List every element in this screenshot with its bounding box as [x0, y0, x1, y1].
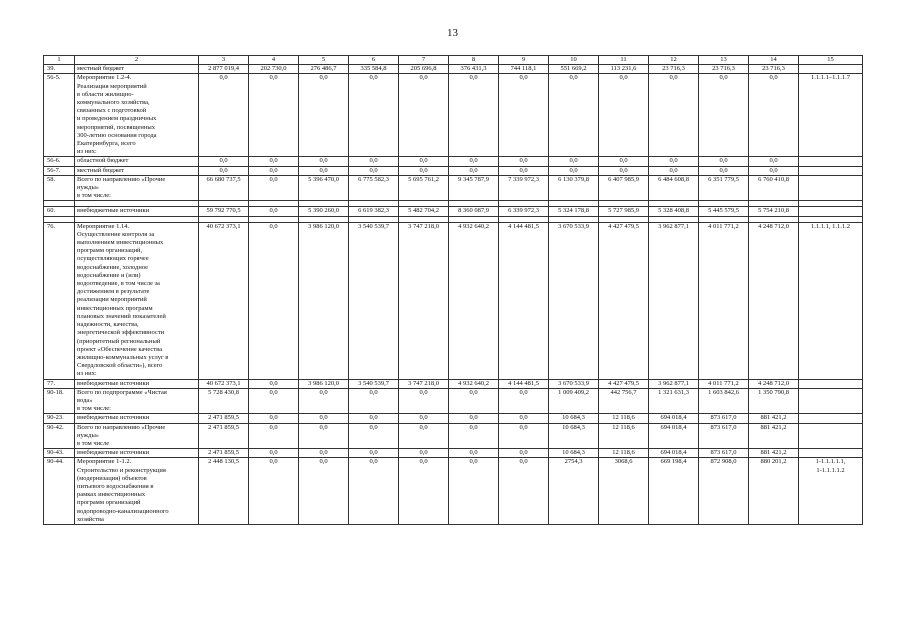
amount-cell: 0,0	[299, 423, 349, 449]
row-number-cell: 90-43.	[44, 449, 75, 458]
target-indicator-cell	[799, 379, 863, 388]
page-number: 13	[447, 27, 458, 39]
amount-cell: 6 130 379,8	[549, 175, 599, 201]
amount-cell: 23 716,3	[649, 65, 699, 74]
amount-cell: 1 321 631,3	[649, 388, 699, 414]
target-indicator-cell: 1.1.1.1–1.1.1.7	[799, 74, 863, 157]
amount-cell: 2 471 859,5	[199, 423, 249, 449]
header-cell-11: 11	[599, 56, 649, 65]
table-row	[44, 74, 863, 157]
table-row	[44, 458, 863, 525]
amount-cell: 0,0	[699, 166, 749, 175]
amount-cell: 0,0	[249, 157, 299, 166]
amount-cell: 0,0	[249, 207, 299, 216]
amount-cell: 12 118,6	[599, 423, 649, 449]
amount-cell: 0,0	[449, 423, 499, 449]
row-number-cell: 90-18.	[44, 388, 75, 414]
amount-cell: 0,0	[349, 74, 399, 157]
amount-cell: 10 684,3	[549, 423, 599, 449]
amount-cell: 4 011 771,2	[699, 222, 749, 379]
amount-cell: 669 198,4	[649, 458, 699, 525]
amount-cell: 0,0	[449, 157, 499, 166]
amount-cell: 3 540 539,7	[349, 379, 399, 388]
row-number-cell: 90-23.	[44, 414, 75, 423]
row-description-cell: местный бюджет	[75, 65, 199, 74]
amount-cell: 4 248 712,0	[749, 379, 799, 388]
row-description-cell: Всего по направлению «Прочие нужды» в том числе:	[75, 175, 199, 201]
amount-cell: 872 908,0	[699, 458, 749, 525]
amount-cell: 276 486,7	[299, 65, 349, 74]
amount-cell: 3068,6	[599, 458, 649, 525]
amount-cell: 5 324 178,8	[549, 207, 599, 216]
amount-cell: 1 009 409,2	[549, 388, 599, 414]
amount-cell: 881 421,2	[749, 423, 799, 449]
target-indicator-cell	[799, 414, 863, 423]
amount-cell: 873 617,0	[699, 449, 749, 458]
amount-cell: 0,0	[499, 414, 549, 423]
amount-cell: 0,0	[499, 157, 549, 166]
amount-cell: 3 540 539,7	[349, 222, 399, 379]
target-indicator-cell	[799, 388, 863, 414]
header-cell-9: 9	[499, 56, 549, 65]
table-row	[44, 157, 863, 166]
amount-cell: 3 670 533,9	[549, 222, 599, 379]
amount-cell: 0,0	[749, 157, 799, 166]
row-number-cell: 60.	[44, 207, 75, 216]
header-cell-1: 1	[44, 56, 75, 65]
amount-cell: 0,0	[499, 166, 549, 175]
amount-cell: 4 248 712,0	[749, 222, 799, 379]
amount-cell: 12 118,6	[599, 414, 649, 423]
row-description-cell: внебюджетные источники	[75, 414, 199, 423]
table-row	[44, 379, 863, 388]
amount-cell: 0,0	[399, 458, 449, 525]
amount-cell: 6 775 582,3	[349, 175, 399, 201]
amount-cell: 0,0	[499, 423, 549, 449]
amount-cell: 0,0	[599, 166, 649, 175]
amount-cell: 694 018,4	[649, 449, 699, 458]
amount-cell: 4 144 481,5	[499, 379, 549, 388]
amount-cell: 6 484 608,8	[649, 175, 699, 201]
amount-cell: 205 696,8	[399, 65, 449, 74]
row-number-cell: 56-6.	[44, 157, 75, 166]
table-row	[44, 414, 863, 423]
amount-cell: 0,0	[349, 458, 399, 525]
amount-cell: 0,0	[449, 414, 499, 423]
amount-cell: 0,0	[399, 74, 449, 157]
amount-cell: 0,0	[249, 388, 299, 414]
amount-cell: 0,0	[299, 74, 349, 157]
target-indicator-cell	[799, 449, 863, 458]
amount-cell: 0,0	[299, 157, 349, 166]
amount-cell: 3 986 120,0	[299, 222, 349, 379]
table-header-row	[44, 56, 863, 65]
amount-cell: 0,0	[499, 449, 549, 458]
amount-cell: 0,0	[699, 157, 749, 166]
amount-cell: 59 792 770,5	[199, 207, 249, 216]
amount-cell: 1 603 842,6	[699, 388, 749, 414]
amount-cell: 5 445 579,5	[699, 207, 749, 216]
amount-cell: 40 672 373,1	[199, 222, 249, 379]
amount-cell: 335 584,8	[349, 65, 399, 74]
header-cell-15: 15	[799, 56, 863, 65]
amount-cell: 0,0	[399, 166, 449, 175]
amount-cell: 2 448 130,5	[199, 458, 249, 525]
amount-cell: 0,0	[499, 388, 549, 414]
header-cell-4: 4	[249, 56, 299, 65]
amount-cell: 0,0	[649, 157, 699, 166]
amount-cell: 873 617,0	[699, 423, 749, 449]
amount-cell: 2 471 859,5	[199, 449, 249, 458]
amount-cell: 0,0	[699, 74, 749, 157]
header-cell-7: 7	[399, 56, 449, 65]
amount-cell: 442 756,7	[599, 388, 649, 414]
amount-cell: 66 680 737,5	[199, 175, 249, 201]
budget-table	[43, 55, 863, 525]
amount-cell: 880 201,2	[749, 458, 799, 525]
amount-cell: 881 421,2	[749, 449, 799, 458]
target-indicator-cell	[799, 157, 863, 166]
amount-cell: 0,0	[499, 74, 549, 157]
header-cell-14: 14	[749, 56, 799, 65]
row-description-cell: внебюджетные источники	[75, 207, 199, 216]
amount-cell: 0,0	[749, 166, 799, 175]
amount-cell: 23 716,3	[699, 65, 749, 74]
amount-cell: 0,0	[199, 157, 249, 166]
amount-cell: 0,0	[249, 222, 299, 379]
row-number-cell: 56-5.	[44, 74, 75, 157]
amount-cell: 3 962 877,1	[649, 379, 699, 388]
amount-cell: 10 684,3	[549, 414, 599, 423]
row-description-cell: Мероприятие 1.2-4. Реализация мероприятий в области жилищно- коммунального хозяйства, связанных с подготовкой и проведением праздничных мероприятий, посвященных 300-летию основания города Екатеринбурга, всего из них:	[75, 74, 199, 157]
amount-cell: 6 339 972,3	[499, 207, 549, 216]
amount-cell: 0,0	[499, 458, 549, 525]
table-row	[44, 423, 863, 449]
amount-cell: 6 619 382,3	[349, 207, 399, 216]
amount-cell: 0,0	[399, 423, 449, 449]
amount-cell: 0,0	[449, 458, 499, 525]
amount-cell: 6 407 985,9	[599, 175, 649, 201]
amount-cell: 744 118,1	[499, 65, 549, 74]
amount-cell: 2754,3	[549, 458, 599, 525]
amount-cell: 0,0	[399, 388, 449, 414]
amount-cell: 873 617,0	[699, 414, 749, 423]
amount-cell: 5 328 408,8	[649, 207, 699, 216]
amount-cell: 5 727 985,9	[599, 207, 649, 216]
amount-cell: 551 669,2	[549, 65, 599, 74]
table-row	[44, 207, 863, 216]
row-description-cell: областной бюджет	[75, 157, 199, 166]
amount-cell: 0,0	[349, 157, 399, 166]
amount-cell: 0,0	[599, 157, 649, 166]
amount-cell: 4 427 479,5	[599, 379, 649, 388]
amount-cell: 5 728 430,8	[199, 388, 249, 414]
amount-cell: 1 350 790,8	[749, 388, 799, 414]
amount-cell: 0,0	[649, 166, 699, 175]
row-description-cell: внебюджетные источники	[75, 449, 199, 458]
amount-cell: 7 339 972,3	[499, 175, 549, 201]
amount-cell: 0,0	[299, 388, 349, 414]
amount-cell: 0,0	[349, 388, 399, 414]
row-number-cell: 90-42.	[44, 423, 75, 449]
amount-cell: 5 390 260,0	[299, 207, 349, 216]
header-cell-12: 12	[649, 56, 699, 65]
amount-cell: 4 427 479,5	[599, 222, 649, 379]
table-row	[44, 222, 863, 379]
amount-cell: 0,0	[649, 74, 699, 157]
amount-cell: 0,0	[249, 423, 299, 449]
amount-cell: 0,0	[199, 166, 249, 175]
amount-cell: 40 672 373,1	[199, 379, 249, 388]
amount-cell: 6 351 779,5	[699, 175, 749, 201]
amount-cell: 3 986 120,0	[299, 379, 349, 388]
row-description-cell: Мероприятие 1.14. Осуществление контроля за выполнением инвестиционных программ организаций, осуществляющих горячее водоснабжение, холодное водоснабжение и (или) водоотведение, в том числе за достижением в результате реализации мероприятий инвестиционных программ плановых значений показателей надежности, качества, энергетической эффективности (приоритетный региональный проект «Обеспечение качества жилищно-коммунальных услуг в Свердловской области»), всего из них:	[75, 222, 199, 379]
target-indicator-cell: 1-1.1.1.1.1, 1-1.1.1.1.2	[799, 458, 863, 525]
amount-cell: 0,0	[449, 166, 499, 175]
amount-cell: 0,0	[349, 449, 399, 458]
amount-cell: 0,0	[249, 175, 299, 201]
amount-cell: 0,0	[249, 74, 299, 157]
amount-cell: 881 421,2	[749, 414, 799, 423]
amount-cell: 0,0	[299, 458, 349, 525]
row-number-cell: 77.	[44, 379, 75, 388]
header-cell-3: 3	[199, 56, 249, 65]
amount-cell: 0,0	[749, 74, 799, 157]
amount-cell: 0,0	[399, 157, 449, 166]
amount-cell: 0,0	[549, 166, 599, 175]
target-indicator-cell	[799, 175, 863, 201]
amount-cell: 3 747 218,0	[399, 379, 449, 388]
amount-cell: 9 345 787,9	[449, 175, 499, 201]
amount-cell: 0,0	[349, 166, 399, 175]
row-number-cell: 58.	[44, 175, 75, 201]
amount-cell: 12 118,6	[599, 449, 649, 458]
amount-cell: 8 360 087,9	[449, 207, 499, 216]
target-indicator-cell	[799, 166, 863, 175]
amount-cell: 694 018,4	[649, 414, 699, 423]
amount-cell: 0,0	[449, 449, 499, 458]
target-indicator-cell: 1.1.1.1, 1.1.1.2	[799, 222, 863, 379]
amount-cell: 202 730,0	[249, 65, 299, 74]
amount-cell: 0,0	[599, 74, 649, 157]
amount-cell: 3 670 533,9	[549, 379, 599, 388]
amount-cell: 0,0	[299, 414, 349, 423]
amount-cell: 0,0	[549, 74, 599, 157]
table-row	[44, 175, 863, 201]
amount-cell: 694 018,4	[649, 423, 699, 449]
amount-cell: 0,0	[349, 423, 399, 449]
target-indicator-cell	[799, 423, 863, 449]
amount-cell: 3 962 877,1	[649, 222, 699, 379]
row-description-cell: внебюджетные источники	[75, 379, 199, 388]
amount-cell: 4 932 640,2	[449, 222, 499, 379]
amount-cell: 5 482 704,2	[399, 207, 449, 216]
amount-cell: 0,0	[449, 388, 499, 414]
amount-cell: 0,0	[399, 449, 449, 458]
amount-cell: 0,0	[249, 379, 299, 388]
amount-cell: 0,0	[299, 166, 349, 175]
header-cell-10: 10	[549, 56, 599, 65]
amount-cell: 23 716,3	[749, 65, 799, 74]
amount-cell: 0,0	[449, 74, 499, 157]
amount-cell: 4 932 640,2	[449, 379, 499, 388]
amount-cell: 376 431,3	[449, 65, 499, 74]
amount-cell: 0,0	[349, 414, 399, 423]
header-cell-5: 5	[299, 56, 349, 65]
amount-cell: 0,0	[549, 157, 599, 166]
target-indicator-cell	[799, 65, 863, 74]
amount-cell: 4 011 771,2	[699, 379, 749, 388]
amount-cell: 3 747 218,0	[399, 222, 449, 379]
amount-cell: 0,0	[249, 449, 299, 458]
row-number-cell: 90-44.	[44, 458, 75, 525]
amount-cell: 4 144 481,5	[499, 222, 549, 379]
table-row	[44, 166, 863, 175]
table-row	[44, 388, 863, 414]
amount-cell: 0,0	[199, 74, 249, 157]
amount-cell: 10 684,3	[549, 449, 599, 458]
row-description-cell: местный бюджет	[75, 166, 199, 175]
row-description-cell: Всего по направлению «Прочие нужды» в том числе	[75, 423, 199, 449]
amount-cell: 0,0	[299, 449, 349, 458]
amount-cell: 0,0	[249, 166, 299, 175]
amount-cell: 5 754 210,8	[749, 207, 799, 216]
row-number-cell: 39.	[44, 65, 75, 74]
row-description-cell: Всего по подпрограмме «Чистая вода» в том числе:	[75, 388, 199, 414]
amount-cell: 0,0	[399, 414, 449, 423]
amount-cell: 6 760 410,8	[749, 175, 799, 201]
amount-cell: 113 231,6	[599, 65, 649, 74]
amount-cell: 5 396 470,0	[299, 175, 349, 201]
row-description-cell: Мероприятие 1-1.2. Строительство и реконструкция (модернизация) объектов питьевого водоснабжения в рамках инвестиционных программ организаций водопроводно-канализационного хозяйства	[75, 458, 199, 525]
header-cell-8: 8	[449, 56, 499, 65]
row-number-cell: 76.	[44, 222, 75, 379]
header-cell-2: 2	[75, 56, 199, 65]
target-indicator-cell	[799, 207, 863, 216]
header-cell-6: 6	[349, 56, 399, 65]
header-cell-13: 13	[699, 56, 749, 65]
amount-cell: 2 471 859,5	[199, 414, 249, 423]
amount-cell: 2 877 019,4	[199, 65, 249, 74]
table-body	[44, 56, 863, 525]
table-row	[44, 65, 863, 74]
amount-cell: 0,0	[249, 458, 299, 525]
row-number-cell: 56-7.	[44, 166, 75, 175]
amount-cell: 5 695 761,2	[399, 175, 449, 201]
table-row	[44, 449, 863, 458]
amount-cell: 0,0	[249, 414, 299, 423]
